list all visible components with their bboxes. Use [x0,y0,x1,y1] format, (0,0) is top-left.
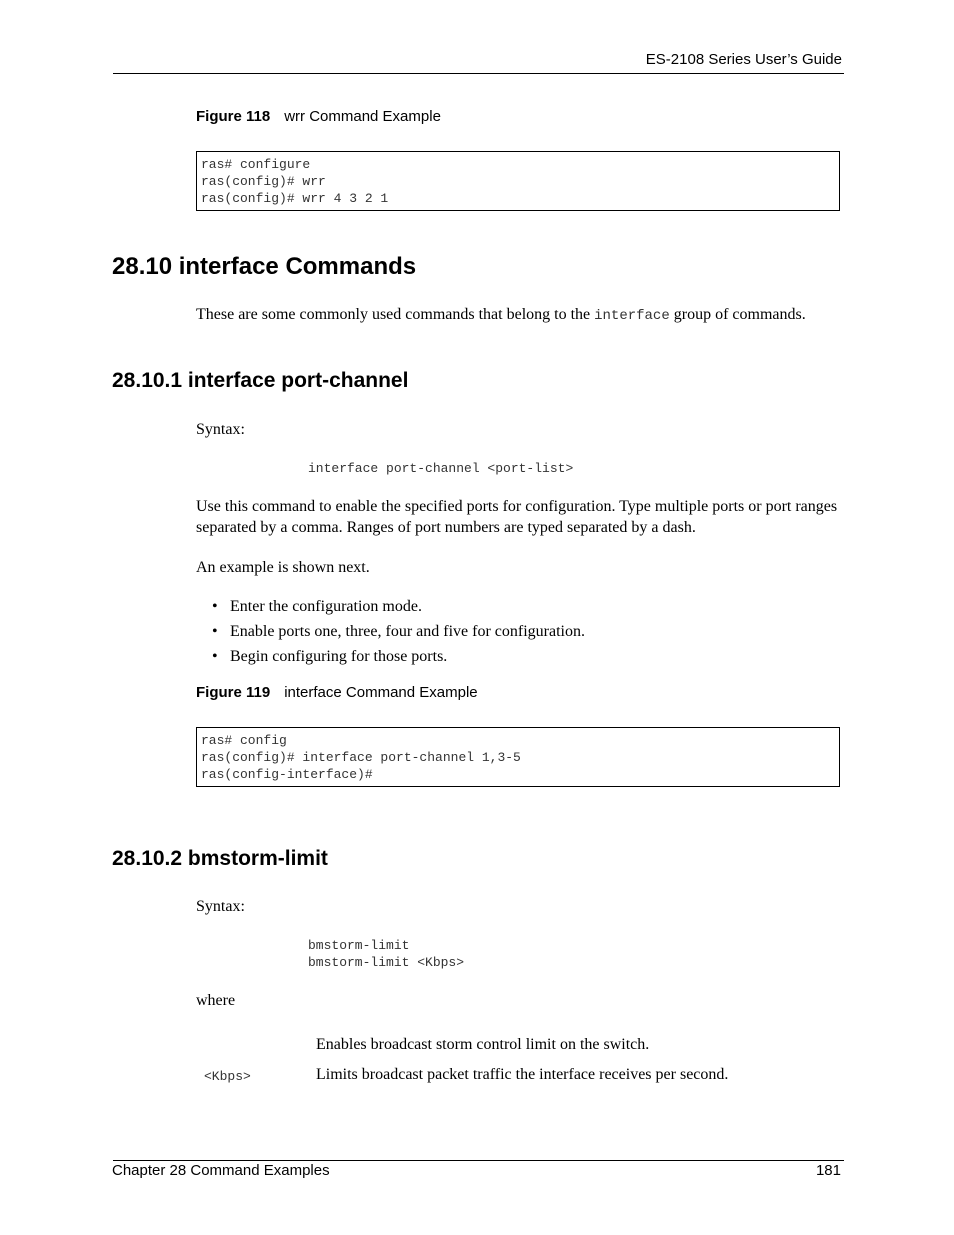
running-header-title: ES-2108 Series User’s Guide [645,51,842,68]
code-line: ras# config [201,733,287,748]
intro-inline-code: interface [594,308,670,324]
intro-text-before: These are some commonly used commands that belong to the [196,306,595,323]
section-intro [196,304,846,327]
footer-chapter: Chapter 28 Command Examples [112,1162,330,1179]
figure-119-code-box [196,727,840,787]
list-item [212,621,585,646]
figure-119-title: interface Command Example [284,684,478,701]
figure-118-title: wrr Command Example [284,108,441,125]
figure-118-number: Figure 118 [196,108,271,125]
example-intro: An example is shown next. [196,559,370,576]
syntax-label: Syntax: [196,898,245,915]
code-line: ras(config-interface)# [201,767,373,782]
intro-text-after: group of commands. [669,306,806,323]
header-rule [113,73,844,74]
code-line: ras(config)# wrr 4 3 2 1 [201,191,389,206]
syntax-label: Syntax: [196,421,245,438]
figure-119-caption [196,684,478,701]
subsection-2-heading: 28.10.2 bmstorm-limit [112,847,328,870]
code-line: ras(config)# interface port-channel 1,3-5 [201,750,521,765]
subsection-1-description: Use this command to enable the specified ports for configuration. Type multiple ports or port ranges separated by a comma. Ranges of port numbers are typed separated by a dash. [196,498,838,536]
code-line: ras(config)# wrr [201,174,326,189]
page-number: 181 [815,1162,841,1179]
bullet-icon: • [212,623,218,640]
syntax-code: bmstorm-limit <Kbps> [308,955,465,970]
figure-118-code-box [196,151,840,211]
list-item-text: Begin configuring for those ports. [230,648,448,665]
parameter-name: <Kbps> [204,1069,251,1084]
parameter-description: Limits broadcast packet traffic the interface receives per second. [316,1066,729,1083]
list-item [212,596,585,621]
syntax-code: interface port-channel <port-list> [308,461,574,476]
list-item-text: Enable ports one, three, four and five for configuration. [230,623,585,640]
figure-118-caption [196,108,441,125]
list-item [212,646,585,671]
parameter-description: Enables broadcast storm control limit on the switch. [316,1036,650,1053]
bullet-icon: • [212,648,218,665]
bullet-icon: • [212,598,218,615]
where-label: where [196,992,236,1009]
subsection-1-heading: 28.10.1 interface port-channel [112,369,409,392]
code-line: ras# configure [201,157,311,172]
section-heading: 28.10 interface Commands [112,253,417,280]
list-item-text: Enter the configuration mode. [230,598,422,615]
steps-list [212,596,585,671]
syntax-code: bmstorm-limit [308,938,410,953]
figure-119-number: Figure 119 [196,684,271,701]
footer-rule [113,1160,844,1161]
